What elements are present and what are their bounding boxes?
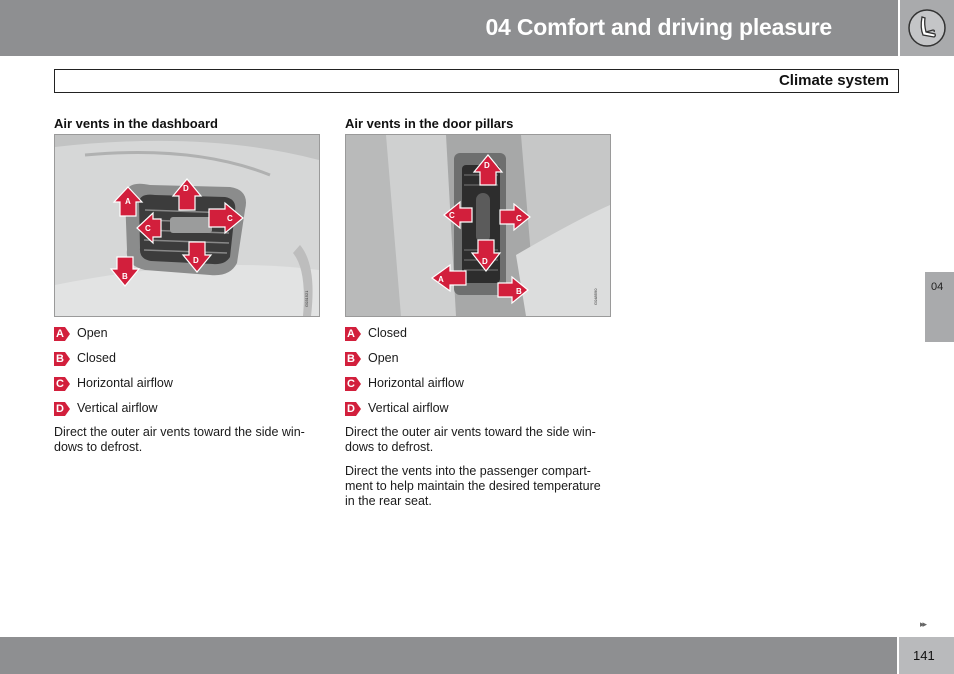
- arrow-c-right: [500, 204, 530, 230]
- marker-label: C: [516, 214, 522, 223]
- right-legend: [345, 325, 611, 425]
- legend-item: C Horizontal airflow: [347, 376, 464, 390]
- figure-code: G031521: [304, 290, 309, 307]
- left-heading: Air vents in the dashboard: [54, 116, 218, 131]
- legend-item: B Closed: [56, 351, 116, 365]
- legend-item: B Open: [347, 351, 399, 365]
- arrow-b-right: [498, 277, 528, 303]
- page-number: 141: [913, 648, 935, 663]
- chapter-title: 04 Comfort and driving pleasure: [485, 14, 832, 40]
- marker-label: D: [183, 184, 189, 193]
- right-column: [345, 116, 611, 518]
- letter-badge: D: [54, 402, 70, 416]
- letter-badge: B: [54, 352, 70, 366]
- chapter-side-tab[interactable]: [925, 272, 954, 342]
- marker-label: B: [122, 272, 128, 281]
- letter-badge: A: [54, 327, 70, 341]
- marker-label: C: [449, 211, 455, 220]
- legend-item: A Closed: [347, 326, 407, 340]
- chapter-icon-box: [900, 0, 954, 56]
- continue-arrows-icon: ▸▸: [920, 619, 926, 629]
- marker-label: B: [516, 287, 522, 296]
- side-tab-label: 04: [931, 281, 944, 293]
- legend-item: A Open: [56, 326, 108, 340]
- body-paragraph: Direct the outer air vents toward the side win- dows to defrost.: [345, 425, 596, 454]
- marker-label: C: [227, 214, 233, 223]
- figure-code: G048590: [593, 288, 598, 305]
- dashboard-vent-figure: [54, 134, 320, 317]
- legend-item: D Vertical airflow: [347, 401, 449, 415]
- left-column: [54, 116, 320, 464]
- marker-label: D: [484, 161, 490, 170]
- letter-badge: B: [345, 352, 361, 366]
- letter-badge: A: [345, 327, 361, 341]
- page-number-box: [899, 637, 954, 674]
- letter-badge: D: [345, 402, 361, 416]
- pillar-vent-figure: [345, 134, 611, 317]
- header-bar: [0, 0, 898, 56]
- left-legend: [54, 325, 320, 425]
- marker-label: C: [145, 224, 151, 233]
- legend-item: C Horizontal airflow: [56, 376, 173, 390]
- letter-badge: C: [54, 377, 70, 391]
- marker-label: A: [125, 197, 131, 206]
- letter-badge: C: [345, 377, 361, 391]
- body-paragraph: Direct the vents into the passenger compart- ment to help maintain the desired temperature in the rear seat.: [345, 464, 601, 508]
- arrow-d-up: [474, 155, 502, 185]
- body-paragraph: Direct the outer air vents toward the side win- dows to defrost.: [54, 425, 305, 454]
- section-header: [54, 69, 899, 93]
- arrow-c-right: [209, 203, 243, 233]
- legend-item: D Vertical airflow: [56, 401, 158, 415]
- arrow-d-down: [472, 240, 500, 271]
- seat-icon: [907, 8, 947, 48]
- marker-label: A: [438, 275, 444, 284]
- marker-label: D: [193, 256, 199, 265]
- marker-label: D: [482, 257, 488, 266]
- section-title: Climate system: [778, 72, 889, 89]
- footer-bar: [0, 637, 897, 674]
- right-heading: Air vents in the door pillars: [345, 116, 514, 131]
